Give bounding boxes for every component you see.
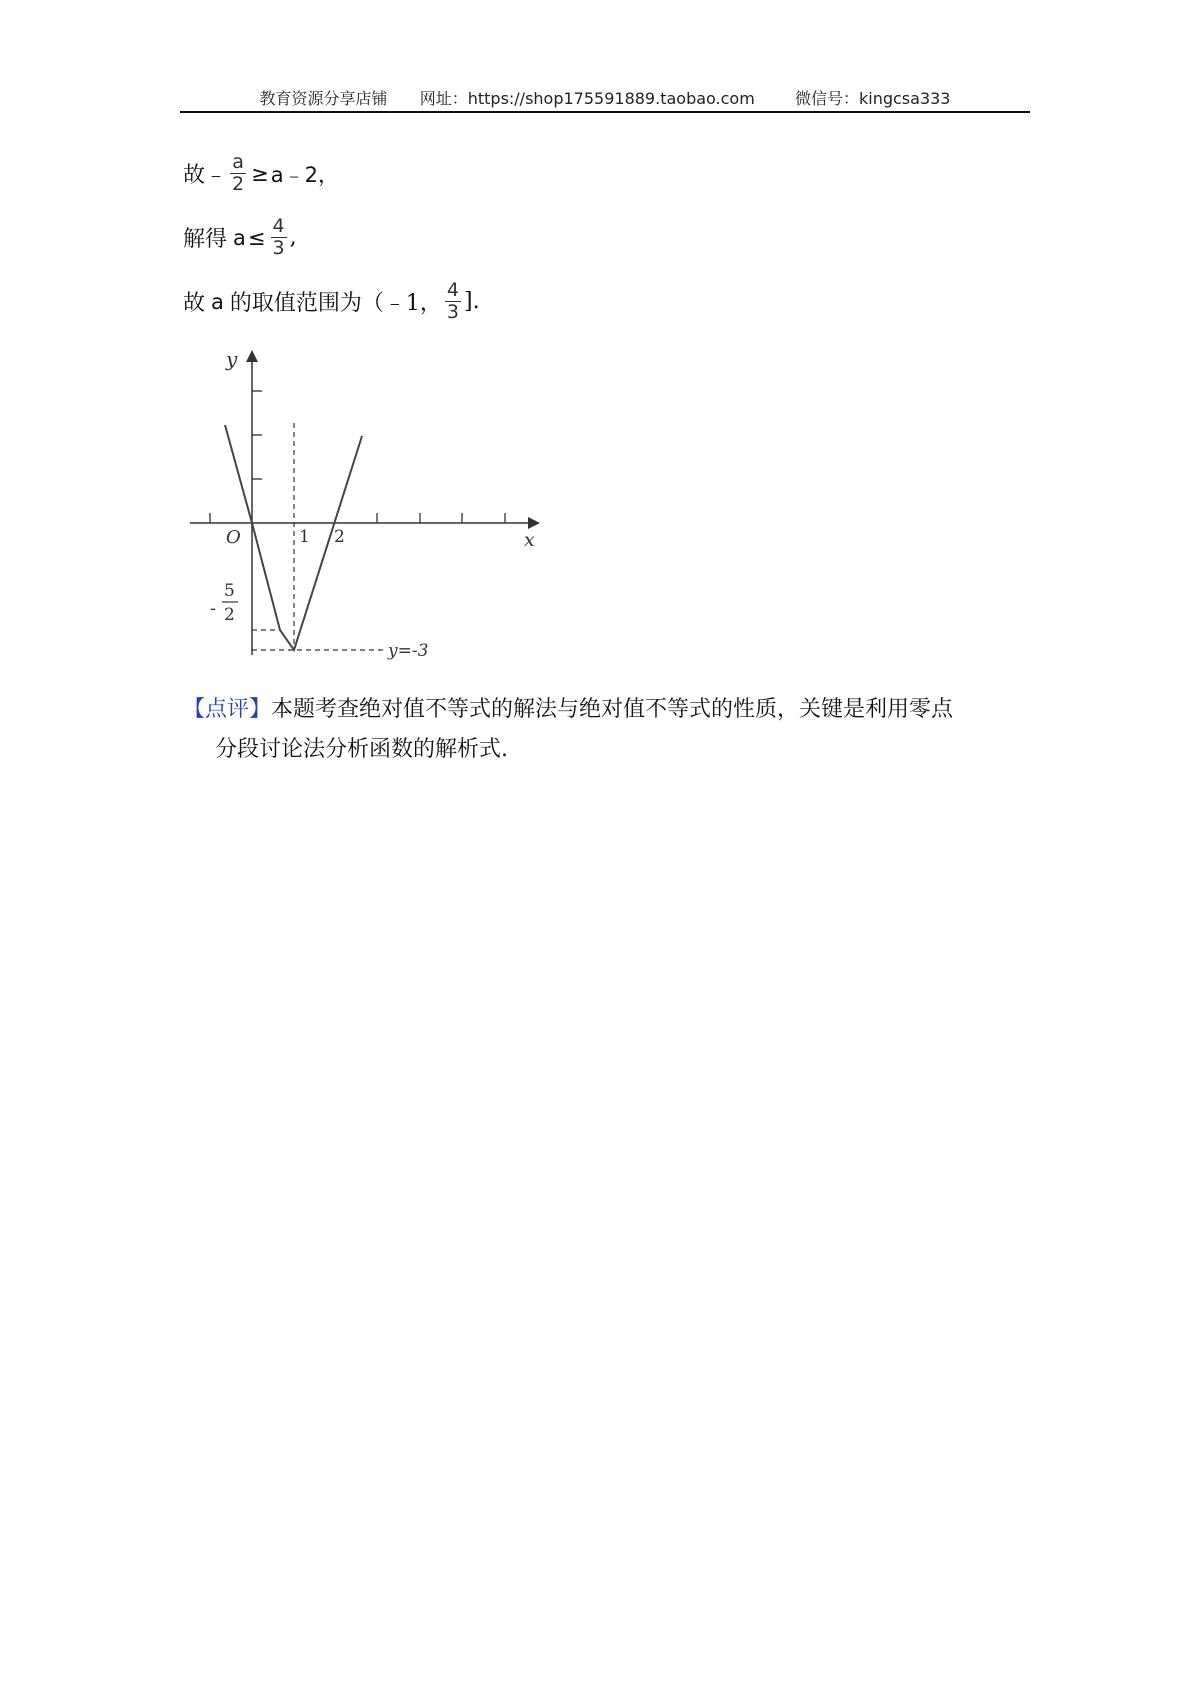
- x-axis-arrow: [528, 517, 540, 529]
- line2-prefix: 解得: [183, 227, 228, 253]
- line2-suffix: ,: [289, 225, 297, 251]
- site-url[interactable]: https://shop175591889.taobao.com: [467, 89, 755, 108]
- comment-text-2: 分段讨论法分析函数的解析式.: [215, 737, 508, 762]
- line1-prefix: 故﹣: [183, 163, 228, 189]
- leq-symbol: ≤: [247, 225, 266, 250]
- frac-num-label: 5: [224, 581, 235, 601]
- fraction-4-over-3: [271, 216, 287, 259]
- comment-tag: 【点评】: [183, 697, 272, 722]
- comment-block: [183, 690, 1033, 770]
- wechat-id: kingcsa333: [859, 89, 951, 108]
- y-axis-arrow: [246, 350, 258, 362]
- comment-text-1: 本题考查绝对值不等式的解法与绝对值不等式的性质，关键是利用零点: [271, 697, 954, 722]
- fraction-denominator: 3: [272, 237, 285, 260]
- fraction-numerator: 4: [446, 279, 459, 301]
- function-graph: [186, 340, 546, 660]
- page-header: [180, 86, 1030, 112]
- hline-label: y=-3: [388, 641, 429, 660]
- solution-line-2: [183, 216, 297, 259]
- wechat-label: 微信号：: [794, 89, 859, 108]
- x-ticks: [210, 513, 505, 523]
- fraction-4-over-3: [445, 280, 461, 323]
- site-label: 网址：: [419, 89, 468, 108]
- fraction-denominator: 3: [446, 301, 459, 324]
- tick-label-2: 2: [334, 527, 345, 547]
- x-axis-label: x: [524, 529, 535, 551]
- y-ticks: [252, 391, 262, 479]
- frac-den-label: 2: [224, 605, 235, 625]
- tick-label-1: 1: [299, 527, 310, 547]
- y-axis-label: y: [226, 347, 238, 371]
- line2-var: a: [233, 225, 246, 250]
- geq-symbol: ≥: [251, 161, 269, 186]
- fraction-numerator: a: [232, 151, 244, 173]
- fraction-a-over-2: [230, 152, 246, 195]
- solution-line-3: [183, 280, 480, 323]
- line3-var: a: [211, 289, 224, 314]
- line3-suffix: ].: [463, 289, 480, 315]
- fraction-denominator: 2: [232, 173, 245, 196]
- solution-line-1: [183, 152, 339, 195]
- fraction-numerator: 4: [272, 215, 285, 237]
- origin-label: O: [226, 527, 241, 548]
- line1-rest: a﹣2，: [270, 162, 339, 187]
- neg-sign-label: -: [210, 598, 217, 619]
- shop-name: 教育资源分享店铺: [259, 89, 388, 108]
- header-divider: [180, 111, 1030, 113]
- line3-middle: 的取值范围为（﹣1，: [229, 291, 442, 317]
- line3-prefix: 故: [183, 291, 206, 317]
